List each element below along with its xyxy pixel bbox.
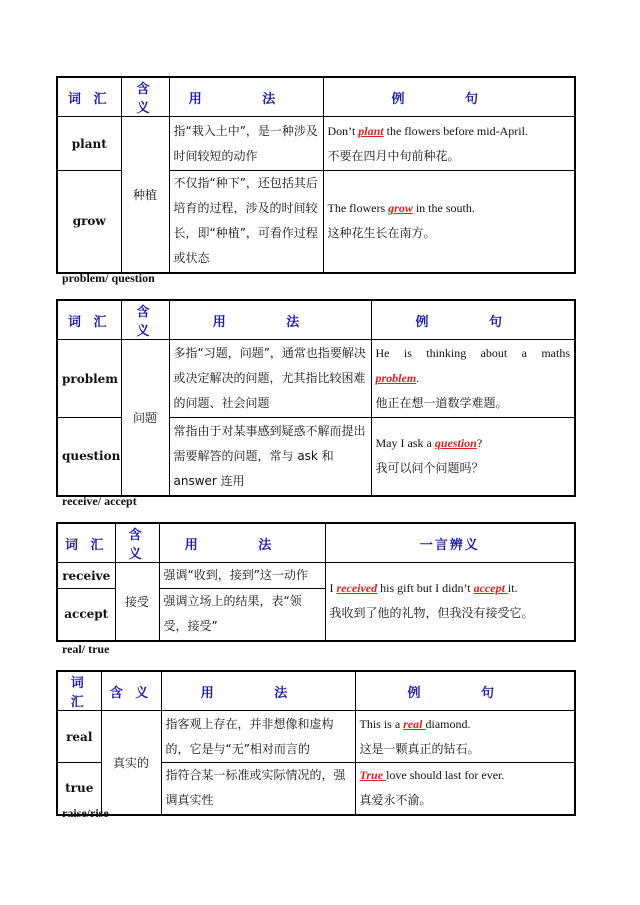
table-row xyxy=(57,340,575,418)
usage-cell: 常指由于对某事感到疑惑不解而提出需要解答的问题，常与 ask 和 answer 连用 xyxy=(169,418,371,496)
header-example: 例 句 xyxy=(355,671,575,711)
usage-cell: 指客观上存在，并非想像和虚构的，它是与“无”相对而言的 xyxy=(161,711,355,763)
meaning-cell: 问题 xyxy=(121,340,169,496)
highlight-word: accept xyxy=(473,581,508,596)
example-en: This is a real diamond. xyxy=(359,716,471,731)
example-cell xyxy=(371,418,575,496)
example-zh: 不要在四月中旬前种花。 xyxy=(327,148,460,163)
example-zh: 真爱永不渝。 xyxy=(359,793,432,808)
meaning-cell: 种植 xyxy=(121,117,169,273)
usage-cell: 不仅指“种下”，还包括其后培育的过程，涉及的时间较长，即“种植”，可看作过程或状态 xyxy=(169,171,323,273)
header-meaning: 含 义 xyxy=(121,300,169,340)
word-cell: problem xyxy=(57,340,121,418)
example-zh: 这种花生长在南方。 xyxy=(327,226,436,241)
vocab-table-problem-question xyxy=(56,299,576,497)
header-example: 例 句 xyxy=(323,77,575,117)
example-zh: 我收到了他的礼物，但我没有接受它。 xyxy=(329,606,534,621)
example-en: Don’t plant the flowers before mid-April. xyxy=(327,123,528,138)
header-word: 词 汇 xyxy=(57,671,101,711)
word-cell: grow xyxy=(57,171,121,273)
usage-cell: 强调立场上的结果，表“领受，接受” xyxy=(159,589,325,641)
header-example: 例 句 xyxy=(371,300,575,340)
word-cell: real xyxy=(57,711,101,763)
header-word: 词 汇 xyxy=(57,300,121,340)
vocab-table-plant-grow xyxy=(56,76,576,274)
highlight-word: grow xyxy=(388,201,413,216)
example-en: He is thinking about a maths xyxy=(375,346,570,360)
example-cell xyxy=(325,563,575,641)
table-header-row xyxy=(57,523,575,563)
table-header-row xyxy=(57,671,575,711)
highlight-word: problem xyxy=(375,371,417,385)
usage-cell: 强调“收到，接到”这一动作 xyxy=(159,563,325,589)
highlight-word: question xyxy=(434,436,477,451)
table-header-row xyxy=(57,300,575,340)
example-en: I received his gift but I didn’t accept it. xyxy=(329,581,518,596)
example-zh: 我可以问个问题吗？ xyxy=(375,461,484,476)
example-cell xyxy=(323,117,575,171)
example-zh: 他正在想一道数学难题。 xyxy=(375,396,508,410)
example-en: May I ask a question? xyxy=(375,436,483,451)
header-meaning: 含 义 xyxy=(101,671,161,711)
word-cell: true xyxy=(57,763,101,815)
usage-cell: 指符合某一标准或实际情况的，强调真实性 xyxy=(161,763,355,815)
word-cell: plant xyxy=(57,117,121,171)
usage-cell: 多指“习题，问题”，通常也指要解决或决定解决的问题，尤其指比较困难的问题、社会问题 xyxy=(169,340,371,418)
example-cell xyxy=(355,711,575,763)
section-title: real/ true xyxy=(62,642,110,656)
example-zh: 这是一颗真正的钻石。 xyxy=(359,741,480,756)
header-usage: 用 法 xyxy=(169,300,371,340)
header-usage: 用 法 xyxy=(169,77,323,117)
table-row xyxy=(57,117,575,171)
header-meaning: 含 义 xyxy=(115,523,159,563)
header-usage: 用 法 xyxy=(161,671,355,711)
word-cell: accept xyxy=(57,589,115,641)
table-header-row xyxy=(57,77,575,117)
highlight-word: plant xyxy=(358,123,384,138)
header-meaning: 含 义 xyxy=(121,77,169,117)
example-en: The flowers grow in the south. xyxy=(327,201,475,216)
vocab-table-real-true xyxy=(56,670,576,816)
example-en: True love should last for ever. xyxy=(359,768,505,783)
header-usage: 用 法 xyxy=(159,523,325,563)
header-word: 词 汇 xyxy=(57,77,121,117)
header-distinguish: 一言辨义 xyxy=(325,523,575,563)
highlight-word: received xyxy=(336,581,378,596)
header-word: 词 汇 xyxy=(57,523,115,563)
table-row xyxy=(57,711,575,763)
usage-cell: 指“栽入土中”，是一种涉及时间较短的动作 xyxy=(169,117,323,171)
section-title: receive/ accept xyxy=(62,494,137,508)
vocab-table-receive-accept xyxy=(56,522,576,642)
meaning-cell: 真实的 xyxy=(101,711,161,815)
highlight-word: True xyxy=(359,768,387,783)
section-title: problem/ question xyxy=(62,271,155,285)
example-cell: He is thinking about a maths problem. 他正在想一道数学难题。 xyxy=(371,340,575,418)
highlight-word: real xyxy=(403,716,426,731)
table-row xyxy=(57,563,575,589)
example-cell xyxy=(323,171,575,273)
example-cell xyxy=(355,763,575,815)
word-cell: receive xyxy=(57,563,115,589)
section-title: raise/rise xyxy=(62,806,109,820)
word-cell: question xyxy=(57,418,121,496)
meaning-cell: 接受 xyxy=(115,563,159,641)
